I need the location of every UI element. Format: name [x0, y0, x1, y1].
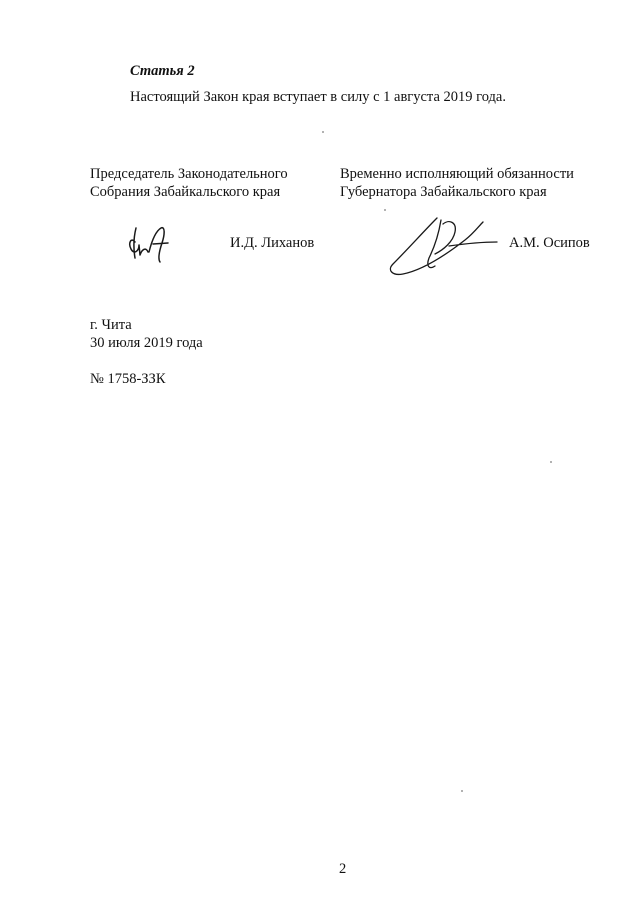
left-signature-icon: [122, 222, 184, 264]
right-signatory-position-line1: Временно исполняющий обязанности: [340, 166, 574, 182]
scan-speck: [550, 461, 552, 463]
scan-speck: [384, 209, 386, 211]
scan-speck: [322, 131, 324, 133]
left-signatory-position-line2: Собрания Забайкальского края: [90, 184, 281, 200]
place: г. Чита: [90, 317, 132, 333]
article-text: Настоящий Закон края вступает в силу с 1 августа 2019 года.: [130, 89, 506, 105]
document-number: № 1758-ЗЗК: [90, 371, 166, 387]
date: 30 июля 2019 года: [90, 335, 203, 351]
article-title: Статья 2: [130, 63, 195, 79]
page-number: 2: [339, 861, 347, 877]
left-signatory-position-line1: Председатель Законодательного: [90, 166, 288, 182]
right-signatory-name: А.М. Осипов: [509, 235, 590, 251]
right-signatory-position-line2: Губернатора Забайкальского края: [340, 184, 547, 200]
right-signature-icon: [383, 210, 501, 282]
left-signatory-name: И.Д. Лиханов: [230, 235, 315, 251]
scan-speck: [461, 790, 463, 792]
